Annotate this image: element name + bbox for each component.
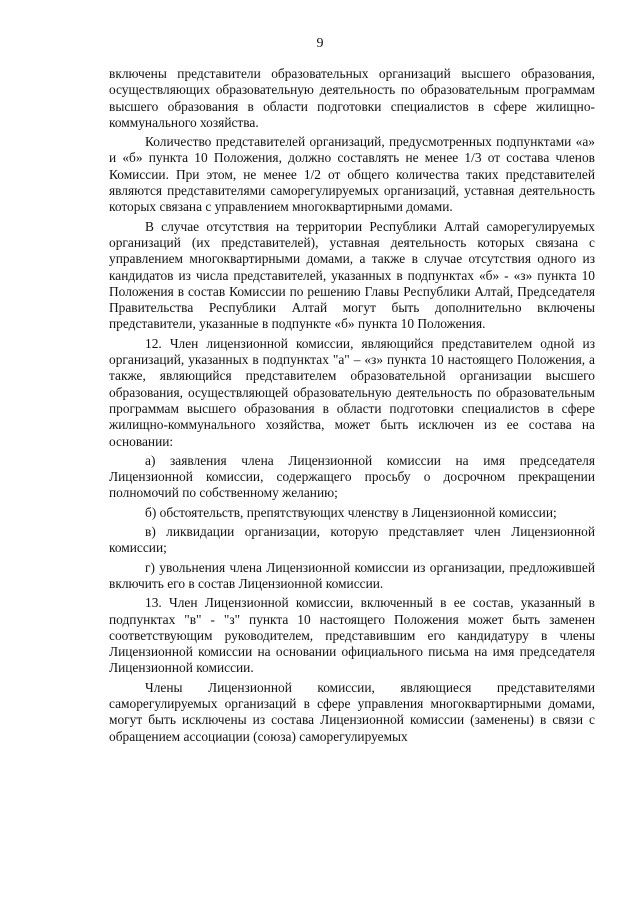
paragraph-representatives-quota: Количество представителей организаций, предусмотренных подпунктами «а» и «б» пункта 10 Положения, должно составлять не менее 1/3 от состава членов Комиссии. При этом, не менее 1/2 от общего количества таких представителей являются представителями саморегулируемых организаций, уставная деятельность которых связана с управлением многоквартирными домами. xyxy=(109,134,595,215)
paragraph-absence-case: В случае отсутствия на территории Республики Алтай саморегулируемых организаций (их представителей), уставная деятельность которых связана с управлением многоквартирными домами, а также в случае отсутствия одного из кандидатов из числа представителей, указанных в подпунктах «б» - «з» пункта 10 Положения в состав Комиссии по решению Главы Республики Алтай, Председателя Правительства Республики Алтай могут быть дополнительно включены представители, указанные в подпункте «б» пункта 10 Положения. xyxy=(109,218,595,332)
paragraph-item-12-v: в) ликвидации организации, которую представляет член Лицензионной комиссии; xyxy=(109,524,595,556)
document-body xyxy=(109,66,595,748)
page-number: 9 xyxy=(316,36,324,51)
paragraph-item-12-g: г) увольнения члена Лицензионной комиссии из организации, предложившей включить его в состав Лицензионной комиссии. xyxy=(109,559,595,591)
paragraph-continuation: включены представители образовательных организаций высшего образования, осуществляющих образовательную деятельность по образовательным программам высшего образования в области подготовки специалистов в сфере жилищно-коммунального хозяйства. xyxy=(109,66,595,130)
paragraph-item-12-a: а) заявления члена Лицензионной комиссии на имя председателя Лицензионной комиссии, содержащего просьбу о досрочном прекращении полномочий по собственному желанию; xyxy=(109,452,595,501)
paragraph-sro-members: Члены Лицензионной комиссии, являющиеся представителями саморегулируемых организаций в сфере управления многоквартирными домами, могут быть исключены из состава Лицензионной комиссии (заменены) в связи с обращением ассоциации (союза) саморегулируемых xyxy=(109,679,595,744)
paragraph-item-13: 13. Член Лицензионной комиссии, включенный в ее состав, указанный в подпунктах "в" - "з" пункта 10 настоящего Положения может быть заменен соответствующим руководителем, представившим его кандидатуру в члены Лицензионной комиссии на основании официального письма на имя председателя Лицензионной комиссии. xyxy=(109,595,595,676)
paragraph-item-12-b: б) обстоятельств, препятствующих членству в Лицензионной комиссии; xyxy=(145,504,557,520)
paragraph-item-12: 12. Член лицензионной комиссии, являющийся представителем одной из организаций, указанных в подпунктах "а" – «з» пункта 10 настоящего Положения, а также, являющийся представителем образовательной организации высшего образования, осуществляющей образовательную деятельность по образовательным программам высшего образования в области подготовки специалистов в сфере жилищно-коммунального хозяйства, может быть исключен из ее состава на основании: xyxy=(109,335,595,449)
